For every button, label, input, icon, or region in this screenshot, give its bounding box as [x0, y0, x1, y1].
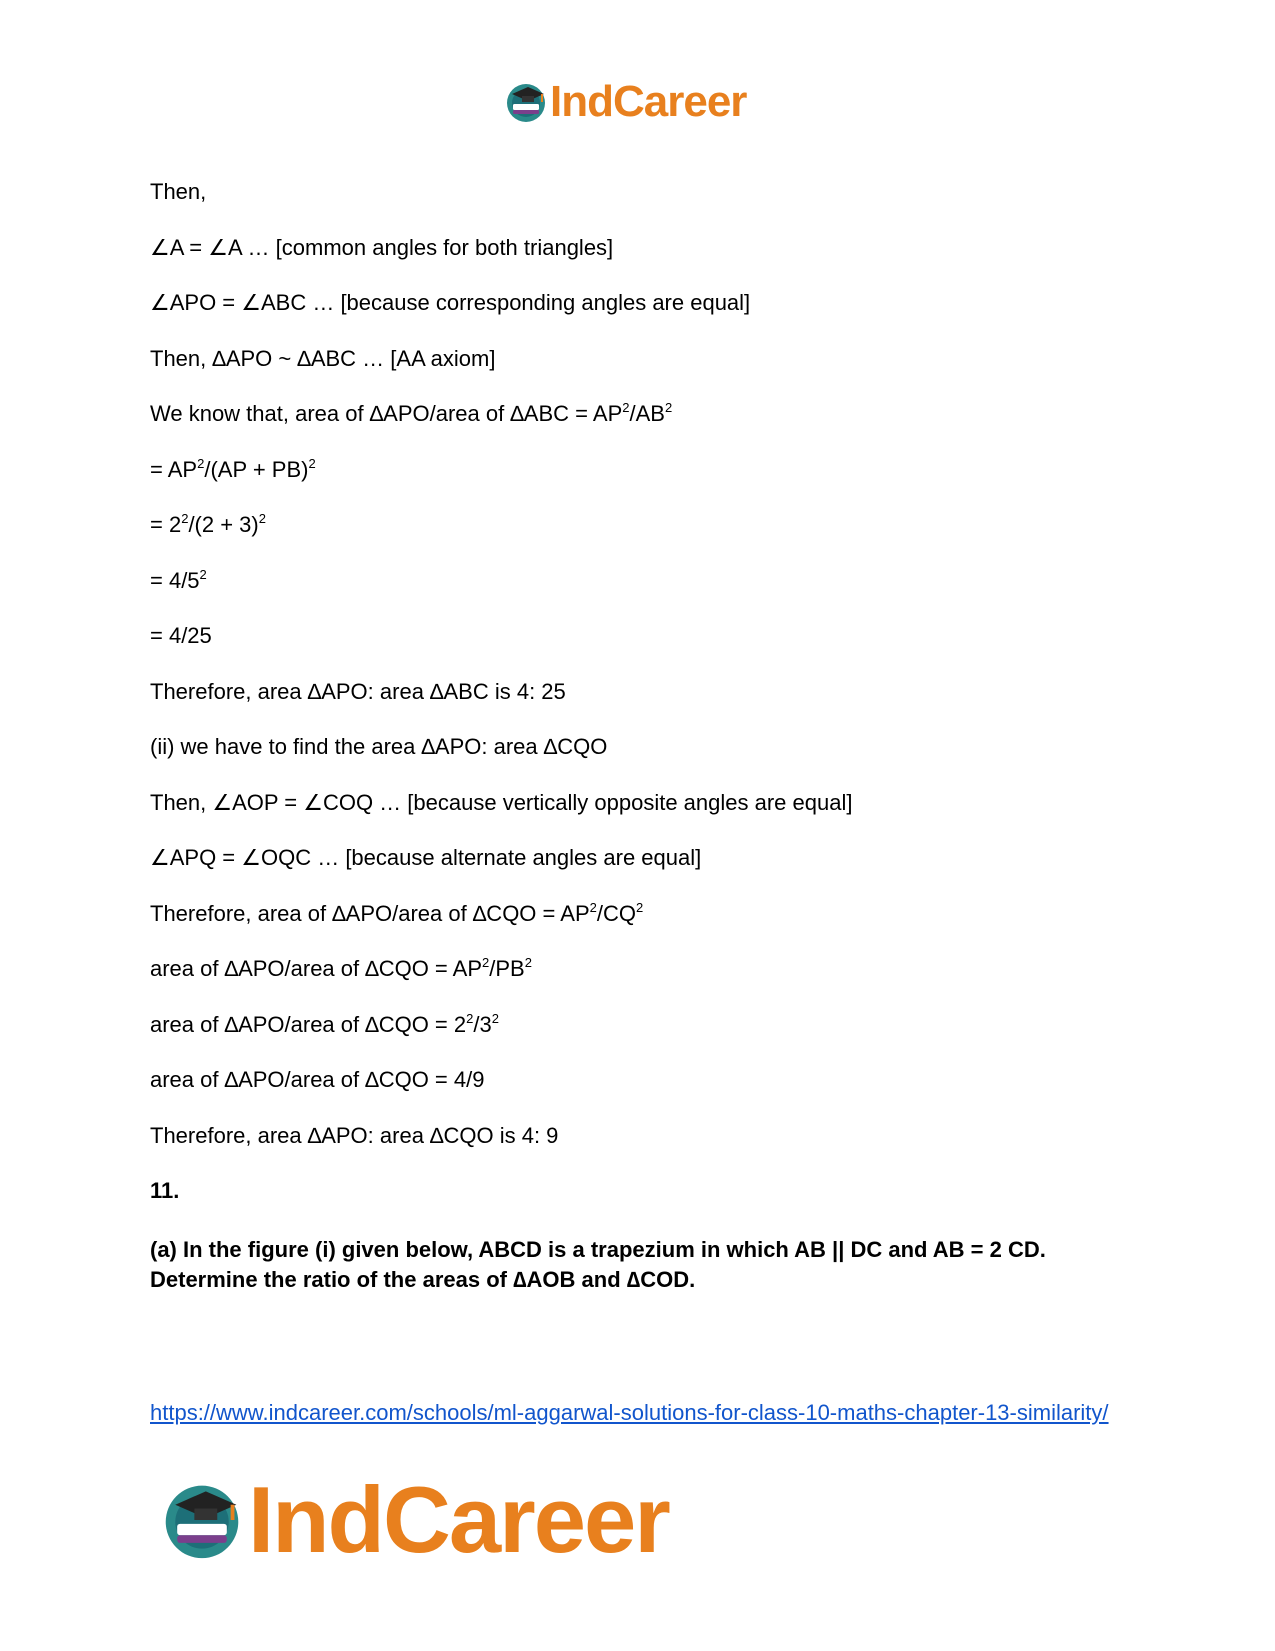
text-line: (ii) we have to find the area ∆APO: area ∆CQO — [150, 734, 608, 759]
text-line: = 4/25 — [150, 623, 212, 648]
text-line: = $2^2/(2 + 3)^2$ — [150, 511, 266, 537]
header-logo — [504, 78, 746, 126]
logo-text: IndCareer — [550, 77, 747, 126]
text-line: Then, ∠AOP = ∠COQ … [because vertically opposite angles are equal] — [150, 789, 853, 815]
text-line: ∠APQ = ∠OQC … [because alternate angles are equal] — [150, 845, 702, 870]
text-line: Therefore, area ∆APO: area ∆ABC is 4: 25 — [150, 678, 566, 704]
text-line: area of ∆APO/area of $\Delta CQO = AP^2/PB^2$ — [150, 955, 532, 981]
source-link[interactable]: https://www.indcareer.com/schools/ml-aggarwal-solutions-for-class-10-maths-chapter-13-similarity/ — [150, 1400, 1109, 1425]
text-line: Therefore, area of ∆APO/area of $\Delta CQO = AP^2/CQ^2$ — [150, 899, 644, 926]
text-line: ∠APO = ∠ABC … [because corresponding angles are equal] — [150, 290, 751, 315]
text-line: = $AP^2/(AP + PB)^2$ — [150, 455, 316, 482]
text-line: We know that, area of ∆APO/area of $\Delta ABC = AP^2/AB^2$ — [150, 400, 673, 426]
text-line: area of ∆APO/area of $\Delta CQO = 2^2/3^2$ — [150, 1010, 499, 1037]
text-line: ∠A = ∠A … [common angles for both triangles] — [150, 234, 614, 260]
question-number: 11. — [150, 1178, 180, 1203]
logo-text: IndCareer — [248, 1467, 669, 1572]
document-body — [150, 172, 1130, 1295]
text-line: Therefore, area ∆APO: area ∆CQO is 4: 9 — [150, 1122, 559, 1148]
graduation-cap-icon — [160, 1478, 244, 1562]
question-text: (a) In the figure (i) given below, ABCD is a trapezium in which AB || DC and AB = 2 CD. Determine the ratio of the areas of ∆AOB and ∆COD. — [150, 1236, 1046, 1292]
footer-logo — [160, 1467, 669, 1572]
text-line: = $4/5^2$ — [150, 566, 207, 593]
text-line: Then, — [150, 179, 207, 204]
graduation-cap-icon — [504, 80, 548, 124]
text-line: area of ∆APO/area of ∆CQO = 4/9 — [150, 1067, 485, 1092]
text-line: Then, ∆APO ~ ∆ABC … [AA axiom] — [150, 345, 496, 371]
